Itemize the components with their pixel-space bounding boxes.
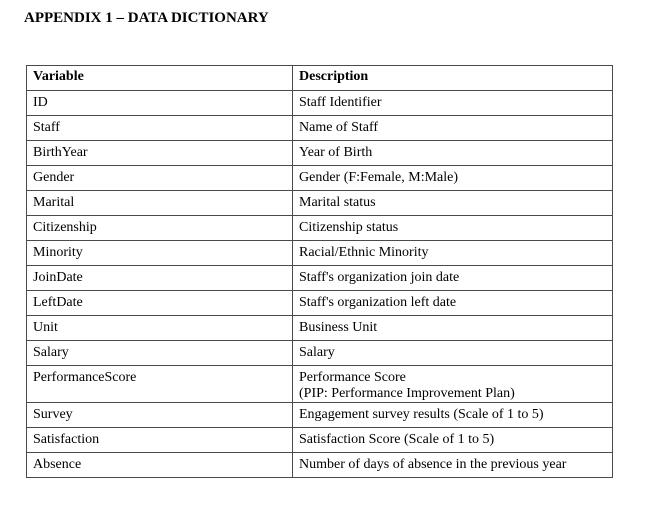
description-cell: Number of days of absence in the previous year [293,453,613,478]
description-cell: Engagement survey results (Scale of 1 to 5) [293,403,613,428]
table-row [27,341,613,366]
variable-cell: Marital [27,191,293,216]
table-row [27,91,613,116]
column-header-description: Description [293,66,613,91]
description-cell: Gender (F:Female, M:Male) [293,166,613,191]
table-row [27,403,613,428]
variable-cell: Absence [27,453,293,478]
variable-cell: Staff [27,116,293,141]
variable-cell: Salary [27,341,293,366]
table-row [27,291,613,316]
description-cell: Salary [293,341,613,366]
table-row [27,241,613,266]
data-dictionary-table [26,65,613,478]
variable-cell: Unit [27,316,293,341]
table-row [27,316,613,341]
variable-cell: ID [27,91,293,116]
description-line: Performance Score [299,370,406,385]
column-header-variable: Variable [27,66,293,91]
variable-cell: LeftDate [27,291,293,316]
page-title: APPENDIX 1 – DATA DICTIONARY [24,10,269,26]
description-cell: Citizenship status [293,216,613,241]
table-row [27,216,613,241]
variable-cell: PerformanceScore [27,366,293,403]
variable-cell: Minority [27,241,293,266]
table-header-row [27,66,613,91]
description-line-2: (PIP: Performance Improvement Plan) [299,386,515,401]
table-row [27,453,613,478]
description-cell: Name of Staff [293,116,613,141]
table-row [27,141,613,166]
table-row [27,166,613,191]
variable-cell: BirthYear [27,141,293,166]
variable-cell: Survey [27,403,293,428]
description-cell: Business Unit [293,316,613,341]
variable-cell: Gender [27,166,293,191]
table-row [27,266,613,291]
table-row [27,428,613,453]
description-cell [293,366,613,403]
description-cell: Racial/Ethnic Minority [293,241,613,266]
variable-cell: Satisfaction [27,428,293,453]
description-cell: Satisfaction Score (Scale of 1 to 5) [293,428,613,453]
table-row [27,191,613,216]
variable-cell: Citizenship [27,216,293,241]
table-row [27,116,613,141]
description-cell: Staff Identifier [293,91,613,116]
description-cell: Year of Birth [293,141,613,166]
description-cell: Staff's organization left date [293,291,613,316]
description-cell: Staff's organization join date [293,266,613,291]
description-cell: Marital status [293,191,613,216]
variable-cell: JoinDate [27,266,293,291]
table-row [27,366,613,403]
